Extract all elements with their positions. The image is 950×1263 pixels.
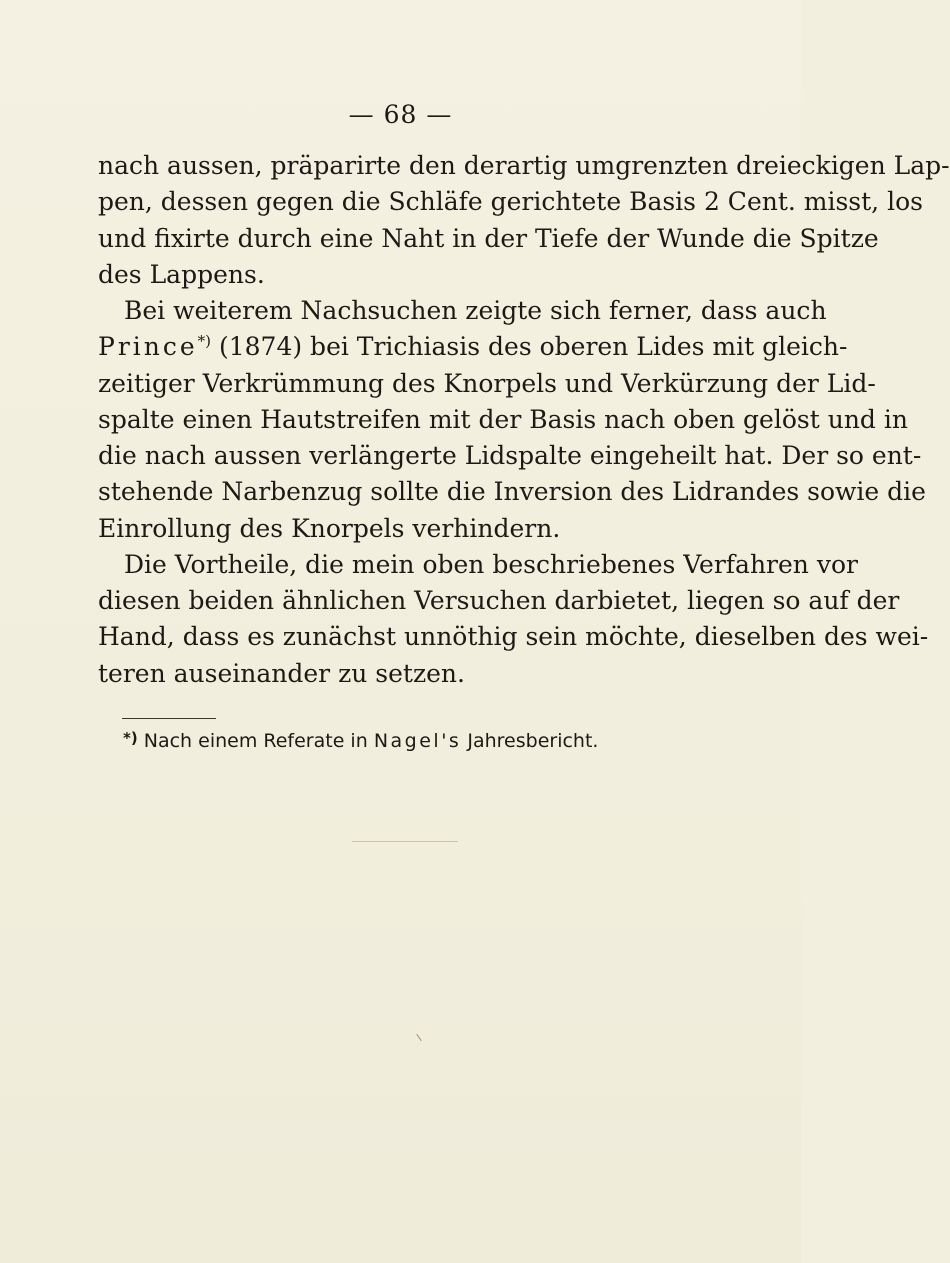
author-name-prince: Prince xyxy=(98,332,198,362)
text-line: pen, dessen gegen die Schläfe gerichtete Basis 2 Cent. misst, los xyxy=(98,187,923,217)
text-line: spalte einen Hautstreifen mit der Basis nach oben gelöst und in xyxy=(98,404,908,434)
text-line: zeitiger Verkrümmung des Knorpels und Verkürzung der Lid- xyxy=(98,368,876,398)
footnote-author-name: Nagel's xyxy=(373,730,462,752)
footnote xyxy=(123,723,598,756)
footnote-reference: *) xyxy=(197,332,212,351)
footnote-divider xyxy=(122,718,216,719)
text-line: diesen beiden ähnlichen Versuchen darbietet, liegen so auf der xyxy=(98,586,900,615)
text-line-remainder: (1874) bei Trichiasis des oberen Lides mit gleich- xyxy=(218,332,848,362)
text-line: Hand, dass es zunächst unnöthig sein möchte, dieselben des wei- xyxy=(98,622,929,652)
body-text xyxy=(98,148,950,692)
text-line: nach aussen, präparirte den derartig umgrenzten dreieckigen Lap- xyxy=(98,151,950,180)
text-line: des Lappens. xyxy=(98,259,265,289)
page-number: — 68 — xyxy=(348,100,453,129)
faint-rule-mark xyxy=(352,841,458,842)
footnote-text-after: Jahresbericht. xyxy=(467,730,599,752)
footnote-mark: *) xyxy=(123,729,138,747)
text-line: Einrollung des Knorpels verhindern. xyxy=(98,513,561,543)
text-line-with-reference xyxy=(98,329,848,365)
text-line: die nach aussen verlängerte Lidspalte eingeheilt hat. Der so ent- xyxy=(98,441,922,470)
text-line: Die Vortheile, die mein oben beschriebenes Verfahren vor xyxy=(124,549,858,579)
text-line: und fixirte durch eine Naht in der Tiefe der Wunde die Spitze xyxy=(98,223,879,253)
paper-speck xyxy=(416,1034,421,1041)
text-line: teren auseinander zu setzen. xyxy=(98,658,465,688)
text-line: stehende Narbenzug sollte die Inversion des Lidrandes sowie die xyxy=(98,477,926,507)
text-line: Bei weiterem Nachsuchen zeigte sich ferner, dass auch xyxy=(124,296,827,325)
footnote-text-before: Nach einem Referate in xyxy=(143,730,368,752)
